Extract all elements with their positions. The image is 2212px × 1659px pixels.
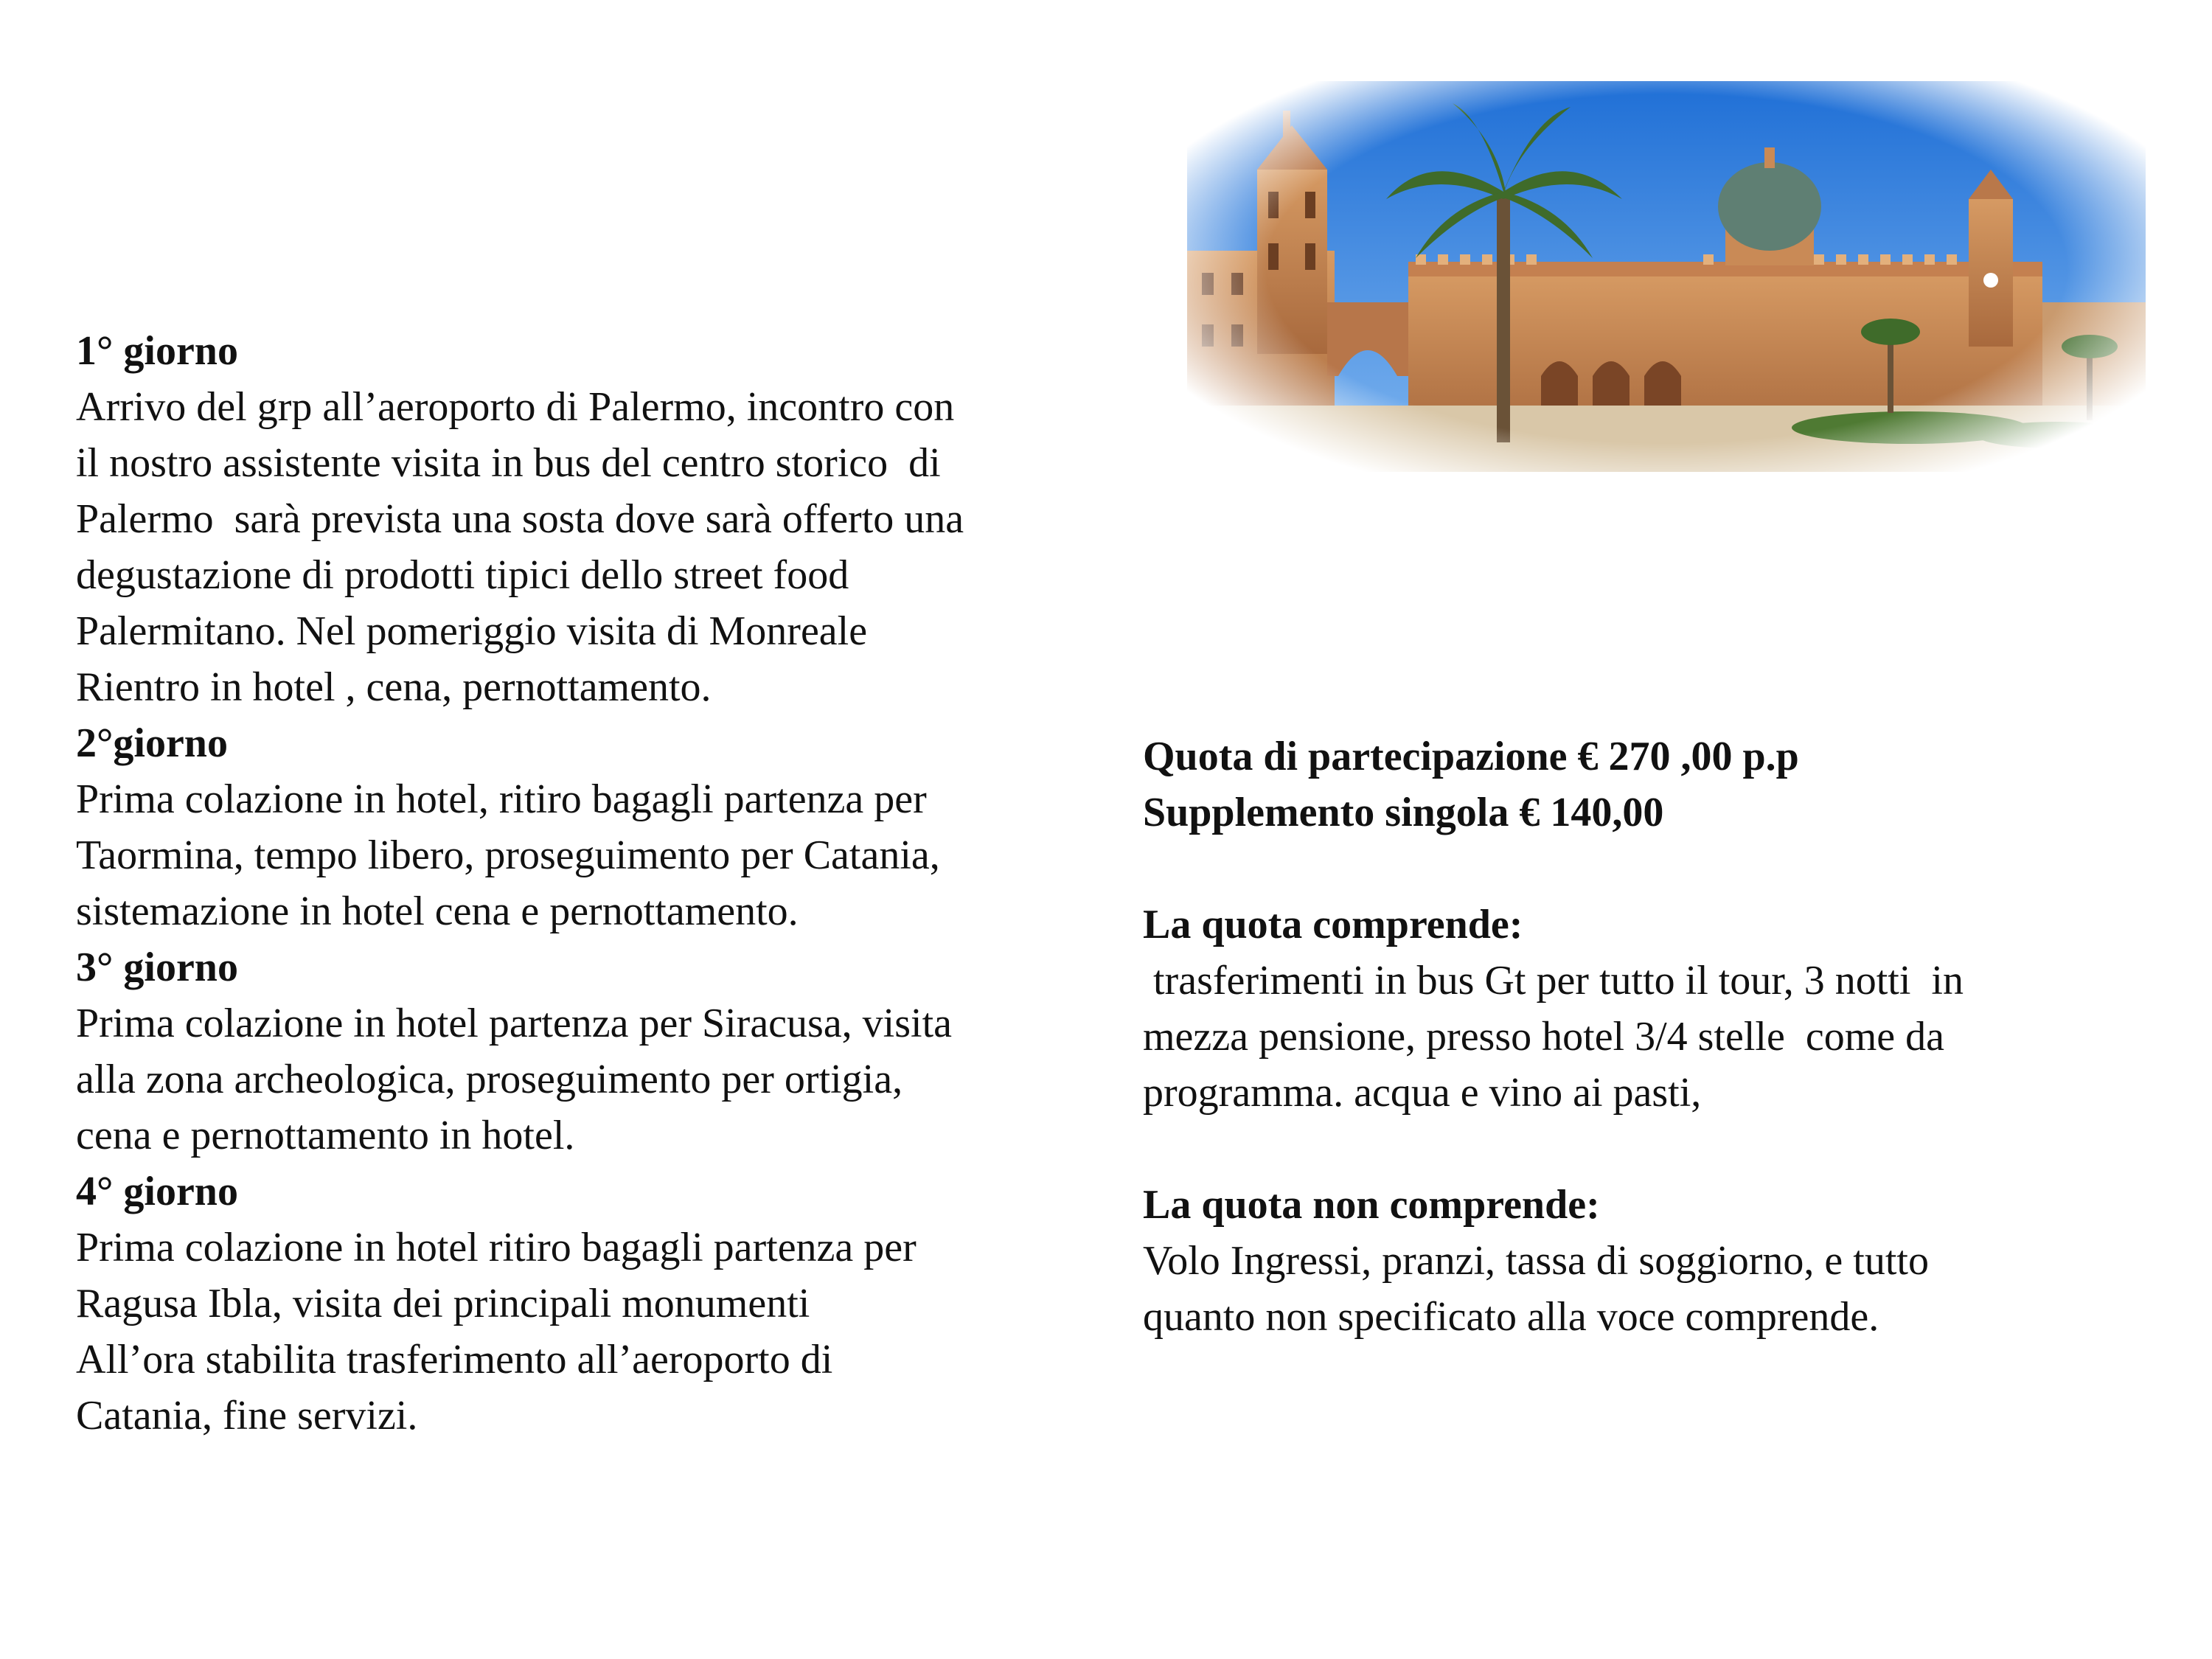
- day-1-title: 1° giorno: [76, 328, 238, 374]
- day-1: [76, 323, 1123, 715]
- day-2-line: Prima colazione in hotel, ritiro bagagli partenza per: [76, 776, 927, 822]
- excludes-line: Volo Ingressi, pranzi, tassa di soggiorno, e tutto: [1143, 1238, 1929, 1284]
- includes-line: mezza pensione, presso hotel 3/4 stelle come da: [1143, 1014, 1944, 1060]
- day-2-title: 2°giorno: [76, 720, 228, 766]
- day-3-line: cena e pernottamento in hotel.: [76, 1113, 575, 1158]
- single-supplement: Supplemento singola € 140,00: [1143, 790, 1664, 835]
- day-2: [76, 715, 1123, 939]
- day-4-line: All’ora stabilita trasferimento all’aeroporto di: [76, 1337, 833, 1382]
- day-3-line: alla zona archeologica, proseguimento per ortigia,: [76, 1057, 903, 1102]
- day-2-line: Taormina, tempo libero, proseguimento per Catania,: [76, 832, 940, 878]
- day-4-line: Catania, fine servizi.: [76, 1393, 418, 1439]
- day-4-line: Ragusa Ibla, visita dei principali monumenti: [76, 1281, 810, 1326]
- day-4: [76, 1164, 1123, 1444]
- day-3: [76, 939, 1123, 1164]
- day-1-line: il nostro assistente visita in bus del centro storico di: [76, 440, 941, 486]
- day-2-line: sistemazione in hotel cena e pernottamento.: [76, 888, 799, 934]
- day-4-title: 4° giorno: [76, 1169, 238, 1214]
- day-3-title: 3° giorno: [76, 945, 238, 990]
- day-1-line: Rientro in hotel , cena, pernottamento.: [76, 664, 712, 710]
- day-1-line: Palermitano. Nel pomeriggio visita di Monreale: [76, 608, 868, 654]
- spacer: [1143, 1121, 2175, 1177]
- left-tower: [1257, 170, 1327, 354]
- includes-line: trasferimenti in bus Gt per tutto il tour, 3 notti in: [1143, 958, 1964, 1004]
- dome: [1718, 162, 1821, 251]
- day-4-line: Prima colazione in hotel ritiro bagagli partenza per: [76, 1225, 917, 1270]
- day-1-line: degustazione di prodotti tipici dello street food: [76, 552, 849, 598]
- excludes-line: quanto non specificato alla voce comprende.: [1143, 1294, 1879, 1340]
- itinerary: [76, 323, 1123, 1444]
- excludes-title: La quota non comprende:: [1143, 1182, 1600, 1228]
- palm-trunk: [1497, 192, 1510, 442]
- includes-title: La quota comprende:: [1143, 902, 1523, 947]
- day-1-line: Palermo sarà prevista una sosta dove sarà offerto una: [76, 496, 964, 542]
- includes-line: programma. acqua e vino ai pasti,: [1143, 1070, 1702, 1116]
- day-1-line: Arrivo del grp all’aeroporto di Palermo, incontro con: [76, 384, 955, 430]
- palermo-cathedral-photo: [1187, 81, 2146, 472]
- pricing: [1143, 728, 2175, 1345]
- quota-price: Quota di partecipazione € 270 ,00 p.p: [1143, 734, 1799, 779]
- spacer: [1143, 841, 2175, 897]
- day-3-line: Prima colazione in hotel partenza per Siracusa, visita: [76, 1001, 953, 1046]
